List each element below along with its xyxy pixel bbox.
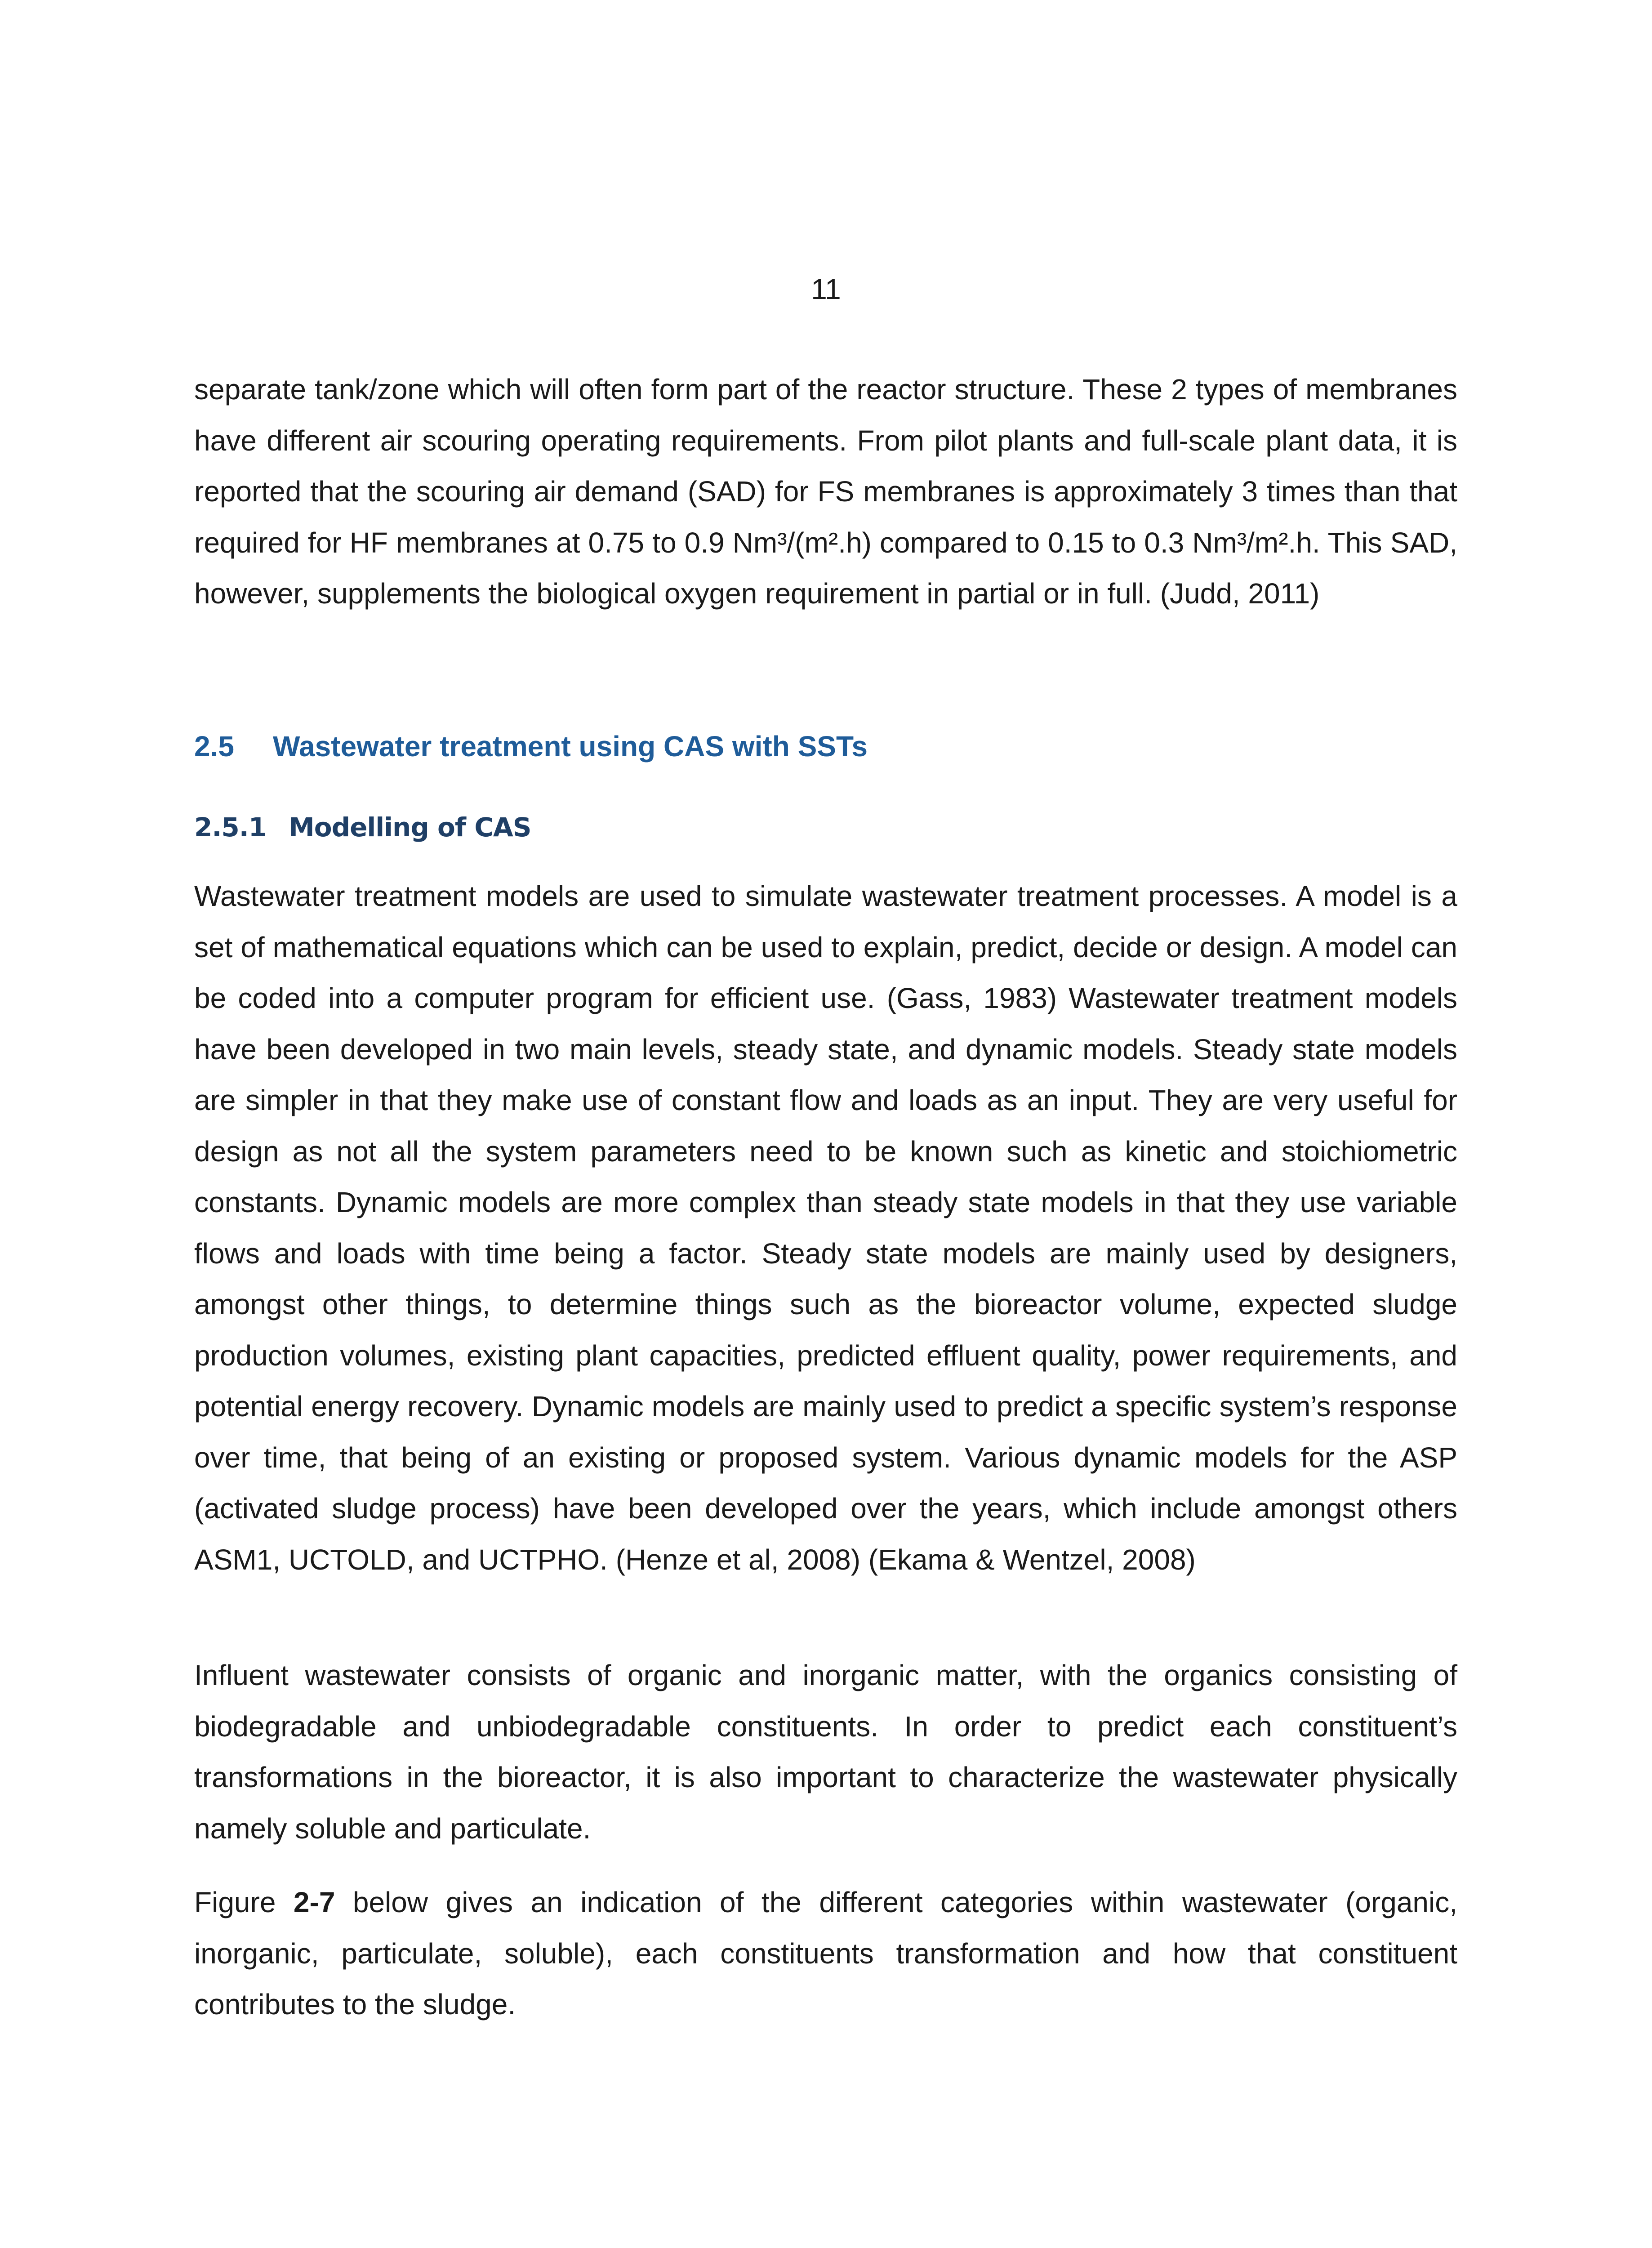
- subsection-title: Modelling of CAS: [289, 812, 531, 843]
- section-number: 2.5: [194, 730, 234, 763]
- section-heading: [194, 724, 868, 769]
- figure-intro-text: Figure: [194, 1886, 294, 1918]
- paragraph-wastewater-models: Wastewater treatment models are used to simulate wastewater treatment processes. A model is a set of mathematical equations which can be used to explain, predict, decide or design. A model can be coded into a computer program for efficient use. (Gass, 1983) Wastewater treatment models have been developed in two main levels, steady state, and dynamic models. Steady state models are simpler in that they make use of constant flow and loads as an input. They are very useful for design as not all the system parameters need to be known such as kinetic and stoichiometric constants. Dynamic models are more complex than steady state models in that they use variable flows and loads with time being a factor. Steady state models are mainly used by designers, amongst other things, to determine things such as the bioreactor volume, expected sludge production volumes, existing plant capacities, predicted effluent quality, power requirements, and potential energy recovery. Dynamic models are mainly used to predict a specific system’s response over time, that being of an existing or proposed system. Various dynamic models for the ASP (activated sludge process) have been developed over the years, which include amongst others ASM1, UCTOLD, and UCTPHO. (Henze et al, 2008) (Ekama & Wentzel, 2008): [194, 880, 1457, 1576]
- subsection-heading: [194, 805, 531, 850]
- section-title: Wastewater treatment using CAS with SSTs: [273, 730, 868, 763]
- figure-reference-link[interactable]: 2-7: [293, 1886, 335, 1918]
- paragraph-influent-wastewater: Influent wastewater consists of organic and inorganic matter, with the organics consisting of biodegradable and unbiodegradable constituents. In order to predict each constituent’s transformations in the bioreactor, it is also important to characterize the wastewater physically namely soluble and particulate.: [194, 1659, 1457, 1845]
- paragraph-membrane-scouring: separate tank/zone which will often form part of the reactor structure. These 2 types of membranes have different air scouring operating requirements. From pilot plants and full-scale plant data, it is reported that the scouring air demand (SAD) for FS membranes is approximately 3 times than that required for HF membranes at 0.75 to 0.9 Nm³/(m².h) compared to 0.15 to 0.3 Nm³/m².h. This SAD, however, supplements the biological oxygen requirement in partial or in full. (Judd, 2011): [194, 373, 1457, 610]
- subsection-number: 2.5.1: [194, 812, 267, 843]
- figure-description-text: below gives an indication of the different categories within wastewater (organic, inorganic, particulate, soluble), each constituents transformation and how that constituent contributes to the sludge.: [194, 1886, 1458, 2021]
- page-number: 11: [811, 273, 841, 305]
- paragraph-figure-reference: [194, 1877, 1457, 2030]
